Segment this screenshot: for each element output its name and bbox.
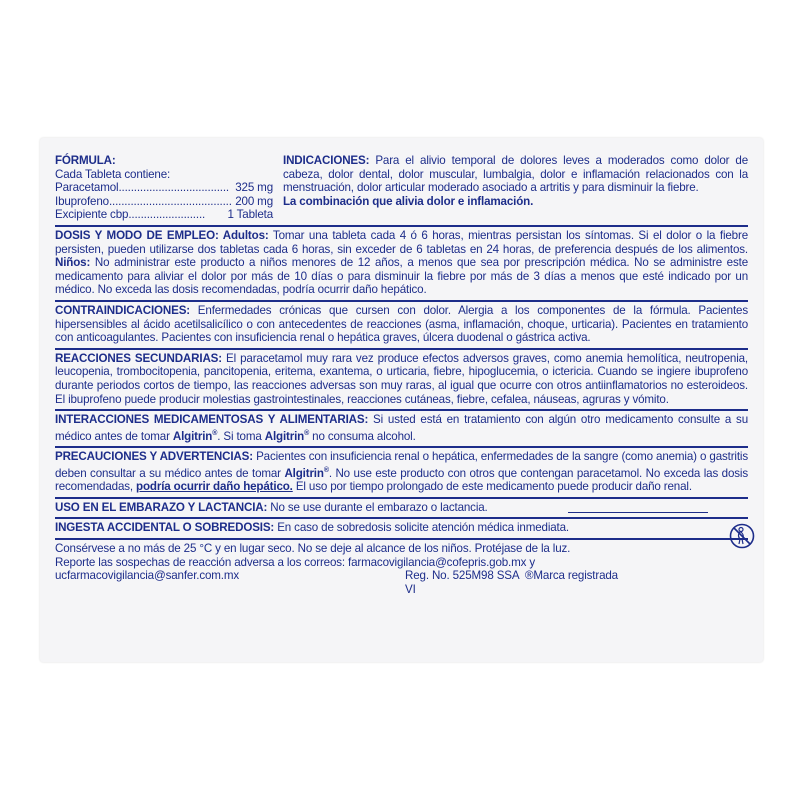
embarazo-section (55, 499, 748, 520)
formula-subtitle: Cada Tableta contiene: (55, 167, 171, 181)
indicaciones-block (273, 154, 748, 222)
embarazo-rule (568, 502, 708, 513)
formula-row-excipiente: Excipiente cbp ......................... 1 Tableta (55, 208, 273, 222)
interacciones-section: INTERACCIONES MEDICAMENTOSAS Y ALIMENTARIAS: Si usted está en tratamiento con algún otro medicamento consulte a su médico antes de tomar Algitrin®. Si toma Algitrin® no consuma alcohol. (55, 411, 748, 448)
hepatic-warning: podría ocurrir daño hepático. (136, 480, 293, 494)
footer-row (55, 569, 748, 596)
brand-name: Algitrin (284, 466, 324, 480)
precauciones-section: PRECAUCIONES Y ADVERTENCIAS: Pacientes con insuficiencia renal o hepática, enfermedades de la sangre (como anemia) o gastritis deben consultar a su médico antes de tomar Algitrin®. No use este producto con otros que contengan paracetamol. No exceda las dosis recomendadas, podría ocurrir daño hepático. El uso por tiempo prolongado de este medicamento puede producir daño renal. (55, 448, 748, 499)
indicaciones-title: INDICACIONES: (283, 154, 370, 167)
sanfer-email: ucfarmacovigilancia@sanfer.com.mx (55, 569, 240, 583)
reg-number: Reg. No. 525M98 SSA VI (405, 569, 519, 596)
reacciones-text: El paracetamol muy rara vez produce efectos adversos graves, como anemia hemolítica, neutropenia, leucopenia, trombocitopenia, pancitopenia, eritema, exantema, o urticaria, fiebre, hipoglucemia, o ictericia. Cuando se ingiere ibuprofeno durante periodos cortos de tiempo, las reacciones adversas son muy raras, al igual que ocurre con otros antiinflamatorios no esteroideos. El ibuprofeno puede producir molestias gastrointestinales, reacciones cutáneas, fiebre, cefalea, náuseas, agruras y vómito. (55, 351, 748, 406)
storage-text: Consérvese a no más de 25 °C y en lugar seco. No se deje al alcance de los niños. Protéjase de la luz. (55, 541, 571, 555)
dosis-ninos-text: No administrar este producto a niños menores de 12 años, a menos que sea por prescripción médica. No se administre este medicamento para aliviar el dolor por más de 10 días o para disminuir la fiebre por más de 3 días a menos que esté indicado por un médico. No exceda las dosis recomendadas, podría ocurrir daño hepático. (55, 256, 748, 297)
medicine-label-card (40, 138, 763, 662)
report-text: Reporte las sospechas de reacción adversa a los correos: farmacovigilancia@cofepris.gob.mx y (55, 555, 535, 569)
contraindicaciones-text: Enfermedades crónicas que cursen con dolor. Alergia a los componentes de la fórmula. Pacientes hipersensibles al ácido acetilsalicílico o con antecedentes de reacciones (asma, inflamación, choque, urticaria). Pacientes en tratamiento con anticoagulantes. Pacientes con insuficiencia renal o hepática graves, úlcera duodenal o gástrica activa. (55, 303, 748, 345)
marca-registrada: ®Marca registrada (525, 569, 618, 583)
ingesta-text: En caso de sobredosis solicite atención médica inmediata. (274, 521, 569, 535)
label-content (55, 152, 748, 599)
dosis-section (55, 227, 748, 302)
indicaciones-text: Para el alivio temporal de dolores leves a moderados como dolor de cabeza, dolor dental, dolor muscular, lumbalgia, dolor e inflamación relacionados con la menstruación, dolor articular moderado asociado a artritis y para disminuir la fiebre. (283, 154, 748, 195)
formula-row-ibuprofeno: Ibuprofeno ........................................ 200 mg (55, 194, 273, 208)
embarazo-title: USO EN EL EMBARAZO Y LACTANCIA: (55, 500, 268, 514)
ingesta-title: INGESTA ACCIDENTAL O SOBREDOSIS: (55, 521, 275, 535)
dosis-adultos-text: Tomar una tableta cada 4 ó 6 horas, mientras persistan los síntomas. Si el dolor o la fiebre persisten, pueden utilizarse dos tabletas cada 6 horas, sin exceder de 6 tabletas en 24 horas, de preferencia después de los alimentos. (55, 228, 748, 256)
embarazo-text: No se use durante el embarazo o lactancia. (267, 500, 488, 514)
dosis-ninos-label: Niños: (55, 256, 91, 270)
brand-name: Algitrin (172, 429, 213, 443)
contraindicaciones-title: CONTRAINDICACIONES: (55, 303, 190, 317)
dosis-adultos-label: Adultos: (218, 228, 269, 242)
brand-name: Algitrin (264, 429, 305, 443)
contraindicaciones-section (55, 302, 748, 350)
interacciones-title: INTERACCIONES MEDICAMENTOSAS Y ALIMENTARIAS: (55, 413, 369, 427)
formula-indicaciones-section (55, 152, 748, 227)
no-pregnancy-icon (729, 523, 755, 549)
ingesta-section (55, 519, 748, 540)
formula-block (55, 154, 273, 222)
dosis-title: DOSIS Y MODO DE EMPLEO: (55, 228, 219, 242)
indicaciones-slogan: La combinación que alivia dolor e inflamación. (283, 194, 534, 208)
reacciones-title: REACCIONES SECUNDARIAS: (55, 351, 222, 365)
footer-section (55, 540, 748, 599)
precauciones-title: PRECAUCIONES Y ADVERTENCIAS: (55, 450, 253, 464)
reacciones-section (55, 350, 748, 411)
formula-row-paracetamol: Paracetamol .................................... 325 mg (55, 181, 273, 195)
formula-title: FÓRMULA: (55, 154, 116, 167)
